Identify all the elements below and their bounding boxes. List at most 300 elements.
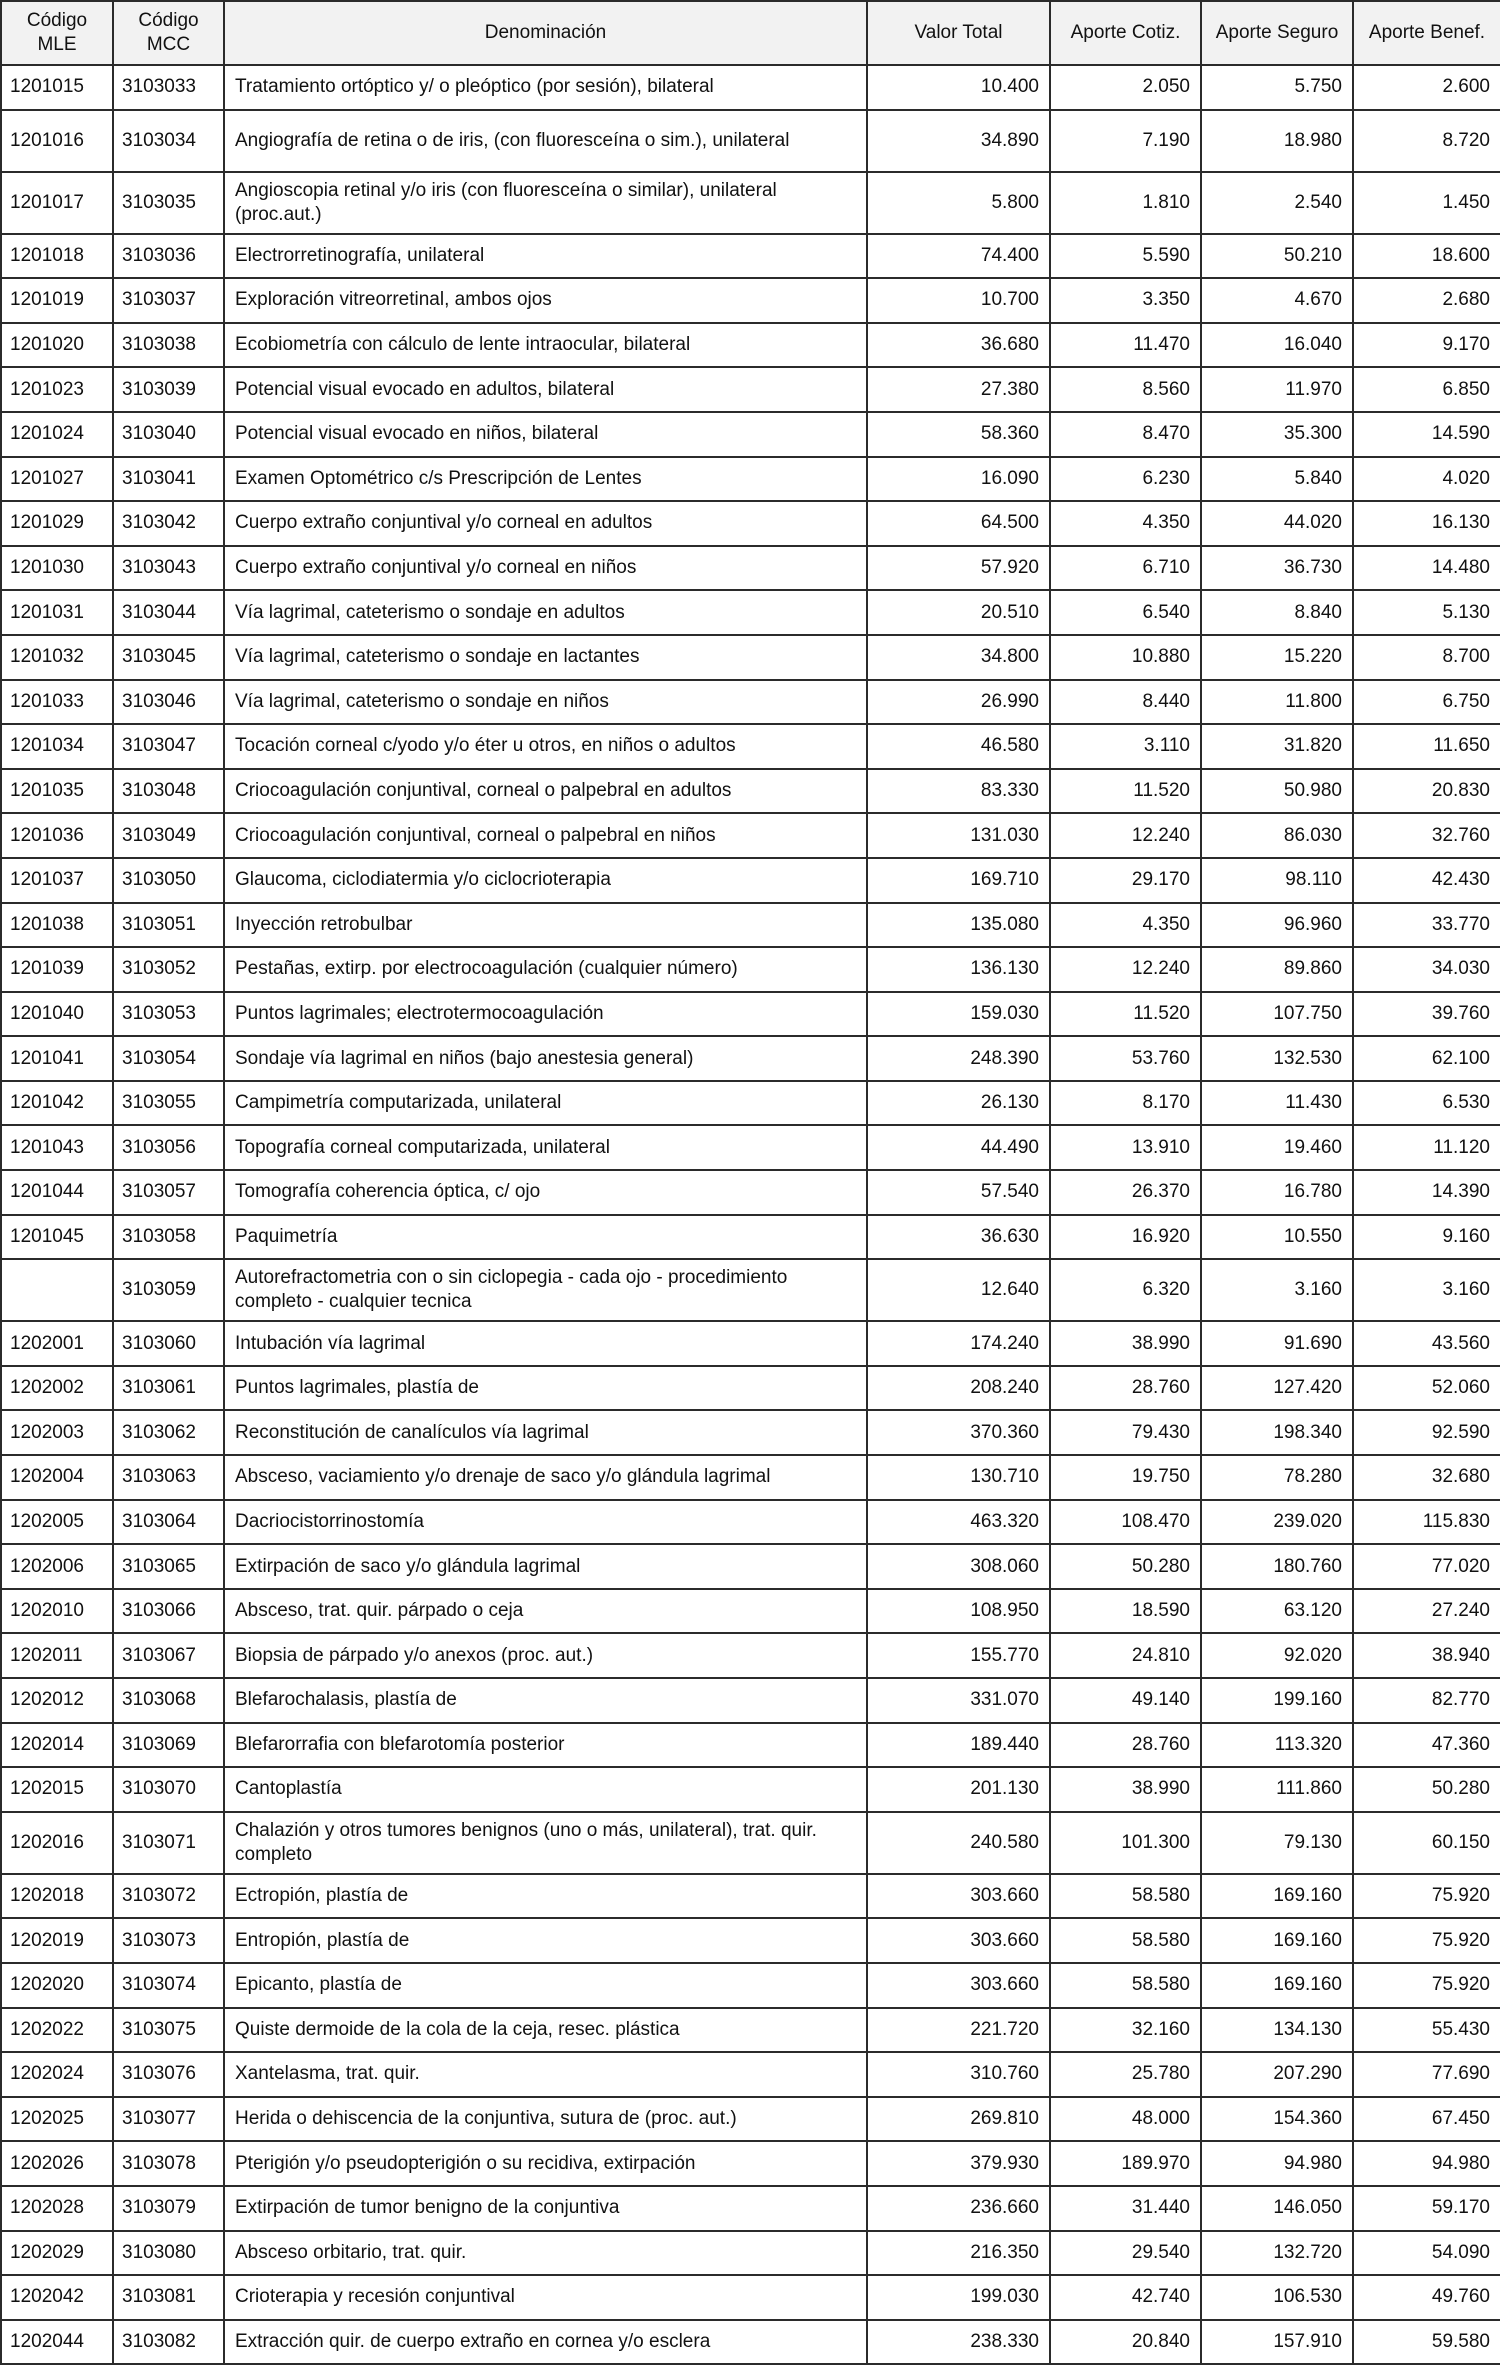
cell-codigo-mcc: 3103064: [113, 1500, 224, 1545]
cell-aporte-benef: 92.590: [1353, 1410, 1500, 1455]
table-row: [1, 2141, 1500, 2186]
cell-denominacion: Vía lagrimal, cateterismo o sondaje en niños: [224, 680, 867, 725]
cell-aporte-seguro: 96.960: [1201, 903, 1353, 948]
cell-codigo-mcc: 3103049: [113, 813, 224, 858]
cell-codigo-mcc: 3103060: [113, 1321, 224, 1366]
cell-codigo-mle: 1201027: [1, 457, 113, 502]
cell-denominacion: Blefarorrafia con blefarotomía posterior: [224, 1723, 867, 1768]
cell-valor-total: 5.800: [867, 172, 1050, 234]
cell-aporte-cotiz: 8.560: [1050, 367, 1201, 412]
cell-codigo-mcc: 3103061: [113, 1366, 224, 1411]
cell-aporte-benef: 75.920: [1353, 1918, 1500, 1963]
cell-codigo-mcc: 3103044: [113, 590, 224, 635]
table-row: [1, 1544, 1500, 1589]
cell-denominacion: Pterigión y/o pseudopterigión o su recidiva, extirpación: [224, 2141, 867, 2186]
cell-aporte-cotiz: 29.170: [1050, 858, 1201, 903]
cell-valor-total: 238.330: [867, 2320, 1050, 2365]
header-codigo-mcc: Código MCC: [113, 1, 224, 65]
cell-valor-total: 57.540: [867, 1170, 1050, 1215]
cell-valor-total: 34.800: [867, 635, 1050, 680]
header-aporte-seguro: Aporte Seguro: [1201, 1, 1353, 65]
cell-codigo-mcc: 3103071: [113, 1812, 224, 1874]
cell-codigo-mle: 1202024: [1, 2052, 113, 2097]
cell-aporte-seguro: 4.670: [1201, 278, 1353, 323]
cell-codigo-mcc: 3103035: [113, 172, 224, 234]
header-aporte-benef: Aporte Benef.: [1353, 1, 1500, 65]
cell-codigo-mle: 1201041: [1, 1036, 113, 1081]
cell-aporte-seguro: 180.760: [1201, 1544, 1353, 1589]
cell-aporte-benef: 6.530: [1353, 1081, 1500, 1126]
cell-aporte-cotiz: 6.710: [1050, 546, 1201, 591]
cell-codigo-mcc: 3103054: [113, 1036, 224, 1081]
cell-valor-total: 379.930: [867, 2141, 1050, 2186]
cell-codigo-mle: 1201043: [1, 1125, 113, 1170]
cell-aporte-cotiz: 11.470: [1050, 323, 1201, 368]
cell-aporte-cotiz: 26.370: [1050, 1170, 1201, 1215]
cell-aporte-benef: 1.450: [1353, 172, 1500, 234]
cell-aporte-benef: 32.680: [1353, 1455, 1500, 1500]
cell-codigo-mle: 1201039: [1, 947, 113, 992]
cell-codigo-mcc: 3103072: [113, 1874, 224, 1919]
cell-aporte-cotiz: 79.430: [1050, 1410, 1201, 1455]
cell-denominacion: Blefarochalasis, plastía de: [224, 1678, 867, 1723]
cell-valor-total: 189.440: [867, 1723, 1050, 1768]
cell-valor-total: 64.500: [867, 501, 1050, 546]
header-valor-total: Valor Total: [867, 1, 1050, 65]
cell-codigo-mcc: 3103066: [113, 1589, 224, 1634]
cell-codigo-mle: 1201019: [1, 278, 113, 323]
cell-valor-total: 26.990: [867, 680, 1050, 725]
cell-aporte-cotiz: 58.580: [1050, 1918, 1201, 1963]
header-row: [1, 1, 1500, 65]
cell-aporte-cotiz: 10.880: [1050, 635, 1201, 680]
cell-valor-total: 463.320: [867, 1500, 1050, 1545]
cell-denominacion: Cuerpo extraño conjuntival y/o corneal en adultos: [224, 501, 867, 546]
cell-aporte-cotiz: 4.350: [1050, 501, 1201, 546]
cell-denominacion: Inyección retrobulbar: [224, 903, 867, 948]
cell-aporte-benef: 14.390: [1353, 1170, 1500, 1215]
cell-aporte-seguro: 5.840: [1201, 457, 1353, 502]
cell-aporte-benef: 55.430: [1353, 2008, 1500, 2053]
cell-aporte-benef: 49.760: [1353, 2275, 1500, 2320]
cell-codigo-mle: [1, 1259, 113, 1321]
cell-aporte-seguro: 169.160: [1201, 1963, 1353, 2008]
cell-valor-total: 58.360: [867, 412, 1050, 457]
cell-aporte-cotiz: 16.920: [1050, 1215, 1201, 1260]
cell-denominacion: Herida o dehiscencia de la conjuntiva, sutura de (proc. aut.): [224, 2097, 867, 2142]
cell-valor-total: 108.950: [867, 1589, 1050, 1634]
cell-denominacion: Absceso orbitario, trat. quir.: [224, 2231, 867, 2276]
cell-valor-total: 130.710: [867, 1455, 1050, 1500]
cell-valor-total: 36.630: [867, 1215, 1050, 1260]
cell-codigo-mcc: 3103050: [113, 858, 224, 903]
table-row: [1, 1812, 1500, 1874]
cell-aporte-cotiz: 8.470: [1050, 412, 1201, 457]
table-row: [1, 278, 1500, 323]
table-row: [1, 2008, 1500, 2053]
table-row: [1, 367, 1500, 412]
cell-aporte-seguro: 5.750: [1201, 65, 1353, 110]
cell-valor-total: 16.090: [867, 457, 1050, 502]
table-row: [1, 1259, 1500, 1321]
cell-aporte-benef: 6.850: [1353, 367, 1500, 412]
cell-aporte-cotiz: 29.540: [1050, 2231, 1201, 2276]
cell-aporte-seguro: 18.980: [1201, 110, 1353, 172]
cell-codigo-mle: 1201045: [1, 1215, 113, 1260]
cell-aporte-benef: 14.480: [1353, 546, 1500, 591]
table-row: [1, 947, 1500, 992]
cell-codigo-mcc: 3103046: [113, 680, 224, 725]
table-row: [1, 2275, 1500, 2320]
cell-codigo-mle: 1202003: [1, 1410, 113, 1455]
cell-aporte-cotiz: 58.580: [1050, 1963, 1201, 2008]
cell-valor-total: 221.720: [867, 2008, 1050, 2053]
cell-denominacion: Puntos lagrimales; electrotermocoagulación: [224, 992, 867, 1037]
cell-valor-total: 10.400: [867, 65, 1050, 110]
cell-aporte-benef: 11.120: [1353, 1125, 1500, 1170]
cell-codigo-mcc: 3103078: [113, 2141, 224, 2186]
cell-aporte-cotiz: 13.910: [1050, 1125, 1201, 1170]
cell-aporte-seguro: 19.460: [1201, 1125, 1353, 1170]
table-row: [1, 1410, 1500, 1455]
cell-aporte-seguro: 63.120: [1201, 1589, 1353, 1634]
cell-denominacion: Sondaje vía lagrimal en niños (bajo anestesia general): [224, 1036, 867, 1081]
table-row: [1, 2320, 1500, 2365]
cell-aporte-seguro: 169.160: [1201, 1874, 1353, 1919]
header-denominacion: Denominación: [224, 1, 867, 65]
cell-aporte-benef: 39.760: [1353, 992, 1500, 1037]
cell-aporte-benef: 4.020: [1353, 457, 1500, 502]
cell-denominacion: Crioterapia y recesión conjuntival: [224, 2275, 867, 2320]
cell-codigo-mle: 1202020: [1, 1963, 113, 2008]
cell-valor-total: 201.130: [867, 1767, 1050, 1812]
cell-valor-total: 370.360: [867, 1410, 1050, 1455]
cell-aporte-seguro: 2.540: [1201, 172, 1353, 234]
cell-denominacion: Chalazión y otros tumores benignos (uno o más, unilateral), trat. quir. completo: [224, 1812, 867, 1874]
cell-aporte-cotiz: 58.580: [1050, 1874, 1201, 1919]
cell-valor-total: 20.510: [867, 590, 1050, 635]
cell-aporte-benef: 11.650: [1353, 724, 1500, 769]
cell-aporte-cotiz: 48.000: [1050, 2097, 1201, 2142]
table-row: [1, 501, 1500, 546]
cell-codigo-mcc: 3103056: [113, 1125, 224, 1170]
cell-valor-total: 303.660: [867, 1963, 1050, 2008]
cell-aporte-seguro: 207.290: [1201, 2052, 1353, 2097]
cell-codigo-mcc: 3103047: [113, 724, 224, 769]
table-row: [1, 457, 1500, 502]
cell-denominacion: Potencial visual evocado en niños, bilateral: [224, 412, 867, 457]
cell-codigo-mle: 1202026: [1, 2141, 113, 2186]
cell-codigo-mle: 1202022: [1, 2008, 113, 2053]
cell-aporte-benef: 34.030: [1353, 947, 1500, 992]
cell-codigo-mcc: 3103040: [113, 412, 224, 457]
cell-valor-total: 236.660: [867, 2186, 1050, 2231]
cell-codigo-mcc: 3103059: [113, 1259, 224, 1321]
cell-denominacion: Absceso, vaciamiento y/o drenaje de saco y/o glándula lagrimal: [224, 1455, 867, 1500]
table-row: [1, 769, 1500, 814]
table-row: [1, 546, 1500, 591]
cell-codigo-mle: 1201023: [1, 367, 113, 412]
cell-aporte-seguro: 132.720: [1201, 2231, 1353, 2276]
cell-codigo-mcc: 3103043: [113, 546, 224, 591]
table-row: [1, 1366, 1500, 1411]
cell-aporte-benef: 8.720: [1353, 110, 1500, 172]
cell-aporte-benef: 9.160: [1353, 1215, 1500, 1260]
table-row: [1, 2052, 1500, 2097]
cell-aporte-cotiz: 11.520: [1050, 992, 1201, 1037]
cell-aporte-cotiz: 38.990: [1050, 1767, 1201, 1812]
cell-denominacion: Extirpación de tumor benigno de la conjuntiva: [224, 2186, 867, 2231]
cell-denominacion: Electrorretinografía, unilateral: [224, 234, 867, 279]
cell-denominacion: Puntos lagrimales, plastía de: [224, 1366, 867, 1411]
cell-aporte-seguro: 106.530: [1201, 2275, 1353, 2320]
cell-valor-total: 208.240: [867, 1366, 1050, 1411]
cell-aporte-cotiz: 8.440: [1050, 680, 1201, 725]
cell-aporte-cotiz: 25.780: [1050, 2052, 1201, 2097]
cell-denominacion: Dacriocistorrinostomía: [224, 1500, 867, 1545]
header-aporte-cotiz: Aporte Cotiz.: [1050, 1, 1201, 65]
cell-denominacion: Intubación vía lagrimal: [224, 1321, 867, 1366]
cell-aporte-benef: 82.770: [1353, 1678, 1500, 1723]
cell-codigo-mle: 1202012: [1, 1678, 113, 1723]
table-row: [1, 1918, 1500, 1963]
cell-aporte-cotiz: 53.760: [1050, 1036, 1201, 1081]
table-row: [1, 2097, 1500, 2142]
cell-aporte-benef: 54.090: [1353, 2231, 1500, 2276]
cell-aporte-cotiz: 28.760: [1050, 1366, 1201, 1411]
cell-denominacion: Extracción quir. de cuerpo extraño en cornea y/o esclera: [224, 2320, 867, 2365]
cell-valor-total: 74.400: [867, 234, 1050, 279]
cell-codigo-mcc: 3103063: [113, 1455, 224, 1500]
cell-codigo-mle: 1201036: [1, 813, 113, 858]
table-row: [1, 1321, 1500, 1366]
cell-denominacion: Cuerpo extraño conjuntival y/o corneal en niños: [224, 546, 867, 591]
cell-denominacion: Biopsia de párpado y/o anexos (proc. aut.): [224, 1633, 867, 1678]
cell-aporte-cotiz: 12.240: [1050, 813, 1201, 858]
table-row: [1, 635, 1500, 680]
cell-codigo-mcc: 3103073: [113, 1918, 224, 1963]
cell-codigo-mle: 1201029: [1, 501, 113, 546]
cell-aporte-cotiz: 3.110: [1050, 724, 1201, 769]
cell-aporte-cotiz: 19.750: [1050, 1455, 1201, 1500]
cell-valor-total: 27.380: [867, 367, 1050, 412]
cell-aporte-benef: 59.170: [1353, 2186, 1500, 2231]
cell-aporte-seguro: 98.110: [1201, 858, 1353, 903]
cell-valor-total: 303.660: [867, 1918, 1050, 1963]
cell-codigo-mle: 1201044: [1, 1170, 113, 1215]
cell-codigo-mcc: 3103067: [113, 1633, 224, 1678]
cell-codigo-mle: 1201040: [1, 992, 113, 1037]
cell-aporte-benef: 3.160: [1353, 1259, 1500, 1321]
cell-denominacion: Autorefractometria con o sin ciclopegia - cada ojo - procedimiento completo - cualquier tecnica: [224, 1259, 867, 1321]
cell-aporte-benef: 2.600: [1353, 65, 1500, 110]
cell-codigo-mcc: 3103077: [113, 2097, 224, 2142]
cell-codigo-mcc: 3103069: [113, 1723, 224, 1768]
cell-aporte-seguro: 31.820: [1201, 724, 1353, 769]
cell-valor-total: 216.350: [867, 2231, 1050, 2276]
cell-denominacion: Vía lagrimal, cateterismo o sondaje en lactantes: [224, 635, 867, 680]
cell-codigo-mle: 1201032: [1, 635, 113, 680]
cell-aporte-benef: 9.170: [1353, 323, 1500, 368]
cell-aporte-benef: 43.560: [1353, 1321, 1500, 1366]
table-row: [1, 1455, 1500, 1500]
cell-aporte-seguro: 127.420: [1201, 1366, 1353, 1411]
cell-aporte-seguro: 50.210: [1201, 234, 1353, 279]
cell-denominacion: Pestañas, extirp. por electrocoagulación (cualquier número): [224, 947, 867, 992]
cell-valor-total: 303.660: [867, 1874, 1050, 1919]
table-row: [1, 1589, 1500, 1634]
cell-codigo-mcc: 3103079: [113, 2186, 224, 2231]
cell-denominacion: Criocoagulación conjuntival, corneal o palpebral en niños: [224, 813, 867, 858]
cell-aporte-benef: 20.830: [1353, 769, 1500, 814]
cell-denominacion: Vía lagrimal, cateterismo o sondaje en adultos: [224, 590, 867, 635]
cell-codigo-mle: 1201031: [1, 590, 113, 635]
cell-aporte-seguro: 35.300: [1201, 412, 1353, 457]
cell-aporte-seguro: 79.130: [1201, 1812, 1353, 1874]
cell-codigo-mle: 1201038: [1, 903, 113, 948]
cell-aporte-benef: 60.150: [1353, 1812, 1500, 1874]
cell-aporte-benef: 75.920: [1353, 1963, 1500, 2008]
cell-aporte-seguro: 16.780: [1201, 1170, 1353, 1215]
cell-aporte-cotiz: 6.230: [1050, 457, 1201, 502]
cell-codigo-mle: 1202006: [1, 1544, 113, 1589]
cell-aporte-seguro: 11.430: [1201, 1081, 1353, 1126]
cell-aporte-benef: 42.430: [1353, 858, 1500, 903]
table-row: [1, 903, 1500, 948]
cell-aporte-seguro: 146.050: [1201, 2186, 1353, 2231]
cell-codigo-mle: 1201035: [1, 769, 113, 814]
cell-aporte-cotiz: 7.190: [1050, 110, 1201, 172]
cell-aporte-benef: 6.750: [1353, 680, 1500, 725]
cell-aporte-cotiz: 12.240: [1050, 947, 1201, 992]
cell-valor-total: 36.680: [867, 323, 1050, 368]
cell-aporte-cotiz: 8.170: [1050, 1081, 1201, 1126]
cell-aporte-cotiz: 1.810: [1050, 172, 1201, 234]
table-row: [1, 858, 1500, 903]
cell-valor-total: 46.580: [867, 724, 1050, 769]
cell-aporte-seguro: 44.020: [1201, 501, 1353, 546]
cell-codigo-mle: 1201030: [1, 546, 113, 591]
cell-codigo-mle: 1202011: [1, 1633, 113, 1678]
cell-aporte-benef: 5.130: [1353, 590, 1500, 635]
table-row: [1, 234, 1500, 279]
table-row: [1, 1963, 1500, 2008]
cell-denominacion: Potencial visual evocado en adultos, bilateral: [224, 367, 867, 412]
cell-aporte-benef: 33.770: [1353, 903, 1500, 948]
cell-valor-total: 174.240: [867, 1321, 1050, 1366]
cell-aporte-benef: 52.060: [1353, 1366, 1500, 1411]
table-row: [1, 1081, 1500, 1126]
cell-valor-total: 57.920: [867, 546, 1050, 591]
table-row: [1, 1170, 1500, 1215]
cell-aporte-cotiz: 28.760: [1050, 1723, 1201, 1768]
cell-denominacion: Examen Optométrico c/s Prescripción de Lentes: [224, 457, 867, 502]
cell-aporte-benef: 77.690: [1353, 2052, 1500, 2097]
cell-codigo-mcc: 3103048: [113, 769, 224, 814]
cell-aporte-seguro: 16.040: [1201, 323, 1353, 368]
cell-aporte-seguro: 198.340: [1201, 1410, 1353, 1455]
cell-codigo-mcc: 3103076: [113, 2052, 224, 2097]
cell-denominacion: Angiografía de retina o de iris, (con fluoresceína o sim.), unilateral: [224, 110, 867, 172]
cell-aporte-cotiz: 50.280: [1050, 1544, 1201, 1589]
table-header: [1, 1, 1500, 65]
cell-valor-total: 159.030: [867, 992, 1050, 1037]
cell-denominacion: Epicanto, plastía de: [224, 1963, 867, 2008]
cell-aporte-seguro: 113.320: [1201, 1723, 1353, 1768]
table-row: [1, 724, 1500, 769]
cell-denominacion: Quiste dermoide de la cola de la ceja, resec. plástica: [224, 2008, 867, 2053]
cell-valor-total: 26.130: [867, 1081, 1050, 1126]
cell-codigo-mcc: 3103074: [113, 1963, 224, 2008]
cell-valor-total: 131.030: [867, 813, 1050, 858]
cell-valor-total: 308.060: [867, 1544, 1050, 1589]
cell-denominacion: Tomografía coherencia óptica, c/ ojo: [224, 1170, 867, 1215]
cell-valor-total: 240.580: [867, 1812, 1050, 1874]
cell-denominacion: Extirpación de saco y/o glándula lagrimal: [224, 1544, 867, 1589]
cell-codigo-mle: 1202015: [1, 1767, 113, 1812]
cell-codigo-mle: 1202001: [1, 1321, 113, 1366]
cell-denominacion: Cantoplastía: [224, 1767, 867, 1812]
cell-codigo-mle: 1201017: [1, 172, 113, 234]
cell-aporte-seguro: 169.160: [1201, 1918, 1353, 1963]
cell-codigo-mcc: 3103070: [113, 1767, 224, 1812]
cell-denominacion: Xantelasma, trat. quir.: [224, 2052, 867, 2097]
table-row: [1, 1874, 1500, 1919]
cell-codigo-mle: 1201037: [1, 858, 113, 903]
cell-aporte-seguro: 132.530: [1201, 1036, 1353, 1081]
cell-codigo-mcc: 3103080: [113, 2231, 224, 2276]
cell-codigo-mle: 1202005: [1, 1500, 113, 1545]
cell-aporte-cotiz: 38.990: [1050, 1321, 1201, 1366]
table-row: [1, 992, 1500, 1037]
cell-aporte-benef: 38.940: [1353, 1633, 1500, 1678]
cell-valor-total: 155.770: [867, 1633, 1050, 1678]
cell-codigo-mle: 1202018: [1, 1874, 113, 1919]
table-row: [1, 680, 1500, 725]
cell-aporte-cotiz: 5.590: [1050, 234, 1201, 279]
cell-codigo-mcc: 3103036: [113, 234, 224, 279]
cell-aporte-benef: 16.130: [1353, 501, 1500, 546]
cell-codigo-mcc: 3103042: [113, 501, 224, 546]
cell-aporte-seguro: 8.840: [1201, 590, 1353, 635]
cell-codigo-mle: 1202014: [1, 1723, 113, 1768]
header-codigo-mle: Código MLE: [1, 1, 113, 65]
table-row: [1, 1500, 1500, 1545]
cell-valor-total: 135.080: [867, 903, 1050, 948]
table-row: [1, 1215, 1500, 1260]
cell-denominacion: Ecobiometría con cálculo de lente intraocular, bilateral: [224, 323, 867, 368]
cell-aporte-seguro: 11.970: [1201, 367, 1353, 412]
cell-codigo-mcc: 3103041: [113, 457, 224, 502]
cell-aporte-cotiz: 20.840: [1050, 2320, 1201, 2365]
cell-aporte-cotiz: 49.140: [1050, 1678, 1201, 1723]
cell-denominacion: Campimetría computarizada, unilateral: [224, 1081, 867, 1126]
table-row: [1, 323, 1500, 368]
cell-codigo-mcc: 3103068: [113, 1678, 224, 1723]
cell-aporte-benef: 27.240: [1353, 1589, 1500, 1634]
cell-codigo-mcc: 3103034: [113, 110, 224, 172]
cell-codigo-mcc: 3103082: [113, 2320, 224, 2365]
cell-denominacion: Topografía corneal computarizada, unilateral: [224, 1125, 867, 1170]
cell-codigo-mle: 1202044: [1, 2320, 113, 2365]
cell-aporte-cotiz: 32.160: [1050, 2008, 1201, 2053]
table-row: [1, 110, 1500, 172]
cell-aporte-cotiz: 18.590: [1050, 1589, 1201, 1634]
cell-aporte-seguro: 36.730: [1201, 546, 1353, 591]
table-row: [1, 1036, 1500, 1081]
cell-aporte-benef: 2.680: [1353, 278, 1500, 323]
cell-codigo-mle: 1201033: [1, 680, 113, 725]
